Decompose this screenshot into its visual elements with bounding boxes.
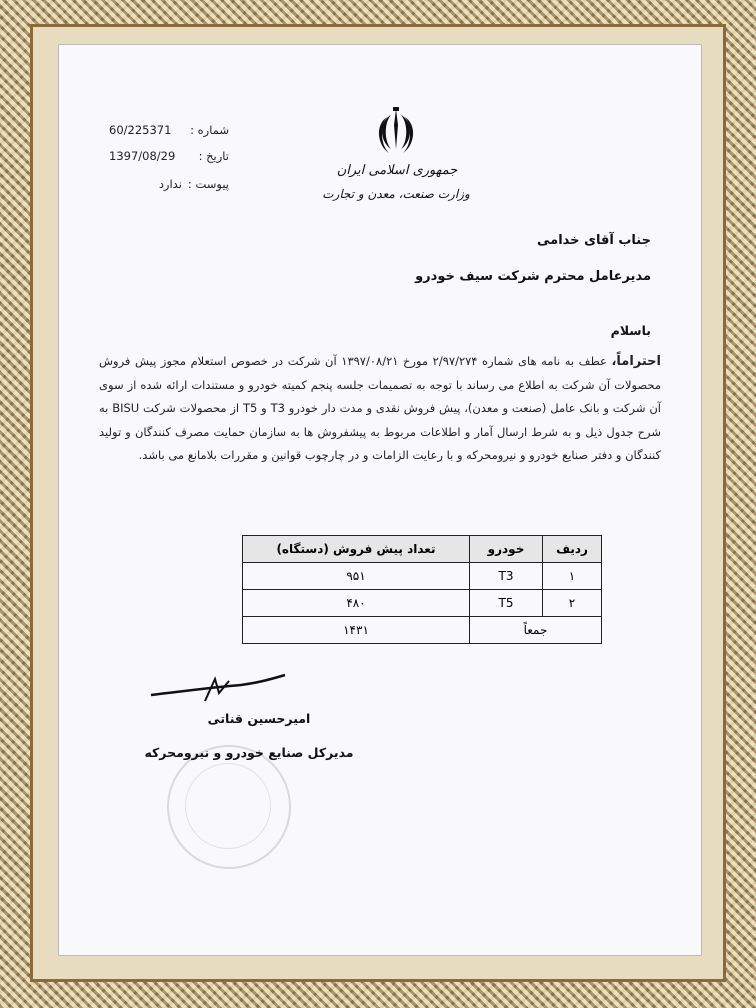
signer-title: مدیرکل صنایع خودرو و نیرومحرکه xyxy=(144,745,354,760)
letter-page xyxy=(58,44,702,956)
embossed-seal-inner xyxy=(185,763,271,849)
number-label: شماره : xyxy=(190,123,229,137)
table-header-row xyxy=(243,536,602,563)
total-value: ۱۴۳۱ xyxy=(243,617,470,644)
date-value: 1397/08/29 xyxy=(109,149,176,163)
row-car: T3 xyxy=(470,563,543,590)
meta-date xyxy=(109,149,229,163)
ministry-line-1: جمهوری اسلامی ایران xyxy=(336,163,458,178)
letter-body xyxy=(99,350,661,468)
recipient-title: مدیرعامل محترم شرکت سیف خودرو xyxy=(415,269,651,284)
attachment-value: ندارد xyxy=(158,177,182,191)
greeting: باسلام xyxy=(610,323,651,338)
table-row xyxy=(243,590,602,617)
ministry-line-2: وزارت صنعت، معدن و تجارت xyxy=(322,187,470,201)
salutation: احتراماً، xyxy=(611,354,662,369)
row-index: ۲ xyxy=(543,590,602,617)
row-qty: ۹۵۱ xyxy=(243,563,470,590)
row-car: T5 xyxy=(470,590,543,617)
number-value: 60/225371 xyxy=(109,123,172,137)
signer-name: امیرحسین قناتی xyxy=(207,711,311,726)
meta-attachment xyxy=(109,177,229,191)
header-qty: تعداد پیش فروش (دستگاه) xyxy=(243,536,470,563)
table-row xyxy=(243,563,602,590)
header-car: خودرو xyxy=(470,536,543,563)
total-label: جمعاً xyxy=(470,617,602,644)
row-index: ۱ xyxy=(543,563,602,590)
meta-number xyxy=(109,123,229,137)
presale-table xyxy=(242,535,602,644)
date-label: تاریخ : xyxy=(198,149,229,163)
header-index: ردیف xyxy=(543,536,602,563)
body-text: عطف به نامه های شماره ۲/۹۷/۲۷۴ مورخ ۱۳۹۷/۰۸/۲۱ آن شرکت در خصوص استعلام مجوز پیش فروش محصولات آن شرکت به اطلاع می رساند با توجه به تصمیمات جلسه پنجم کمیته خودرو و مستندات ارائه شده از سوی آن شرکت و بانک عامل (صنعت و معدن)، پیش فروش نقدی و مدت دار خودرو T3 و T5 از محصولات شرکت BISU به شرح جدول ذیل و به شرط ارسال آمار و اطلاعات مربوط به پیشفروش ها به سازمان حمایت مصرف کنندگان و تولید کنندگان و دفتر صنایع خودرو و نیرومحرکه و با رعایت الزامات و در چارچوب قوانین و مقررات بلامانع می باشد. xyxy=(99,354,661,462)
table-total-row xyxy=(243,617,602,644)
iran-emblem-icon xyxy=(371,105,421,157)
recipient-name: جناب آقای خدامی xyxy=(537,233,651,248)
row-qty: ۴۸۰ xyxy=(243,590,470,617)
attachment-label: پیوست : xyxy=(187,177,229,191)
